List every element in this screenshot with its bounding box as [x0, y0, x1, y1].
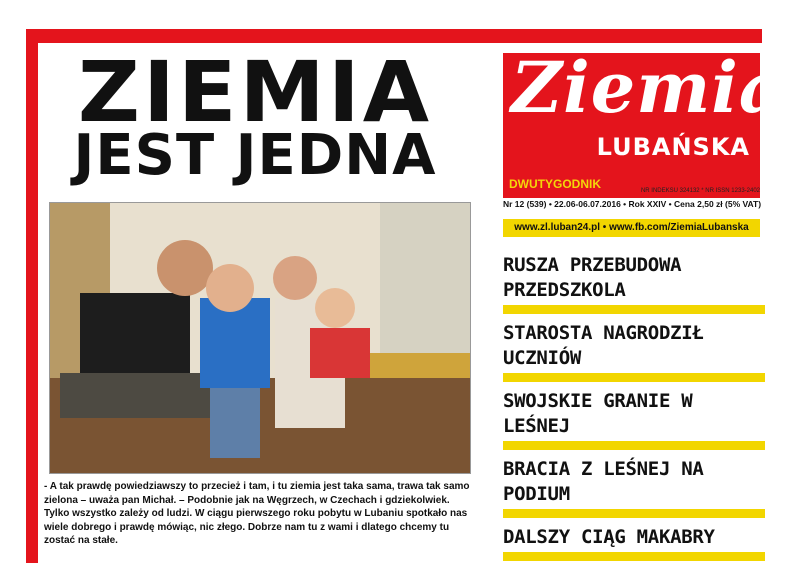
story-title: DALSZY CIĄG MAKABRY [503, 526, 715, 548]
story-item[interactable] [503, 253, 765, 314]
story-title: BRACIA Z LEŚNEJ NA PODIUM [503, 458, 704, 505]
story-title: STAROSTA NAGRODZIŁ UCZNIÓW [503, 322, 704, 369]
story-divider [503, 305, 765, 314]
issue-line: Nr 12 (539) • 22.06-06.07.2016 • Rok XXIV • Cena 2,50 zł (5% VAT) [503, 199, 762, 209]
frequency-label: DWUTYGODNIK [503, 176, 607, 192]
story-item[interactable] [503, 525, 765, 561]
headline-line-1: ZIEMIA [77, 43, 433, 141]
cover-photo [49, 202, 471, 474]
story-divider [503, 509, 765, 518]
story-title: SWOJSKIE GRANIE W LEŚNEJ [503, 390, 693, 437]
red-frame-top [26, 29, 762, 43]
index-line: NR INDEKSU 324132 * NR ISSN 1233-2402 [640, 188, 760, 194]
story-divider [503, 552, 765, 561]
photo-caption: - A tak prawdę powiedziawszy to przecież i tam, i tu ziemia jest taka sama, trawa tak samo zielona – uważa pan Michał. – Podobnie jak na Węgrzech, w Czechach i gdziekolwiek. Tylko wszystko zależy od ludzi. W ciągu pierwszego roku pobytu w Lubaniu spotkało nas wiele dobrego i prawdę mówiąc, nic złego. Dobrze nam tu z wami i dlatego chcemy tu zostać na stałe. [44, 481, 470, 546]
story-item[interactable] [503, 457, 765, 518]
story-divider [503, 441, 765, 450]
story-list [503, 253, 765, 568]
masthead-subtitle: LUBAŃSKA [596, 133, 750, 161]
story-title: RUSZA PRZEBUDOWA PRZEDSZKOLA [503, 254, 682, 301]
story-divider [503, 373, 765, 382]
masthead-title: Ziemia [511, 46, 786, 129]
web-links[interactable]: www.zl.luban24.pl • www.fb.com/ZiemiaLubanska [503, 219, 760, 237]
story-item[interactable] [503, 321, 765, 382]
headline-line-2: JEST JEDNA [73, 123, 437, 188]
family-photo-illustration [50, 203, 470, 473]
story-item[interactable] [503, 389, 765, 450]
